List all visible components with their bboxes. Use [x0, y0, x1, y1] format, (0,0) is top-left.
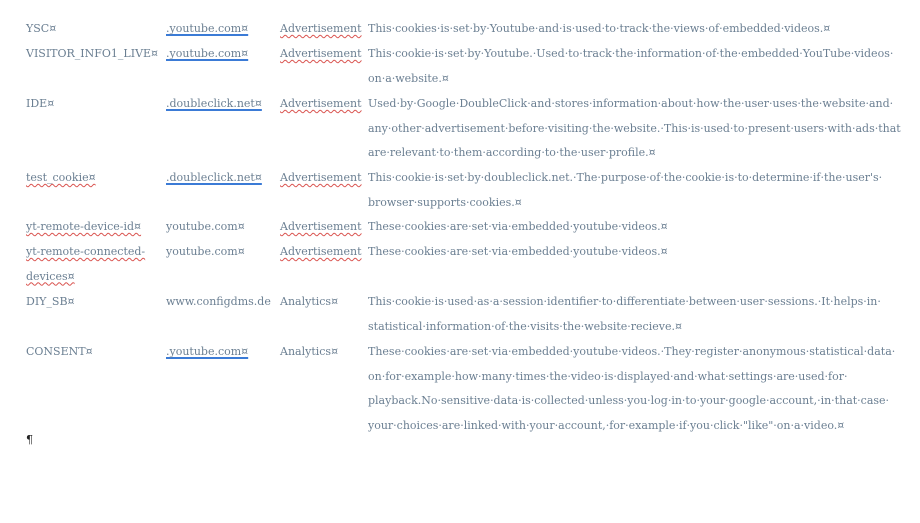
description-line: playback.No·sensitive·data·is·collected·unless·you·log·in·to·your·google·account,·in·that·case· [368, 394, 890, 407]
description-line: These·cookies·are·set·via·embedded·youtube·videos.·They·register·anonymous·statistical·data· [368, 345, 896, 358]
description-line: browser·supports·cookies.¤ [368, 195, 522, 209]
description-line: This·cookie·is·set·by·doubleclick.net.·The·purpose·of·the·cookie·is·to·determine·if·the·user's· [368, 171, 883, 184]
cookie-name: VISITOR_INFO1_LIVE¤ [26, 47, 159, 60]
description-line: on·a·website.¤ [368, 71, 449, 85]
description-line: These·cookies·are·set·via·embedded·youtube·videos.¤ [368, 245, 668, 258]
description-line: on·for·example·how·many·times·the·video·is·displayed·and·what·settings·are·used·for· [368, 369, 848, 383]
cookie-domain: .youtube.com¤ [166, 47, 249, 60]
cookie-description [368, 92, 920, 166]
cookie-name: DIY_SB¤ [26, 295, 75, 308]
cookie-description [368, 215, 920, 240]
cookie-name-line: yt-remote-connected- [26, 245, 146, 258]
cookie-domain: youtube.com¤ [166, 220, 245, 233]
cookie-description [368, 240, 920, 265]
cookie-domain: .youtube.com¤ [166, 345, 249, 358]
cookie-type: Advertisement [280, 47, 362, 60]
description-line: are·relevant·to·them·according·to·the·user·profile.¤ [368, 146, 656, 159]
description-line: Used·by·Google·DoubleClick·and·stores·information·about·how·the·user·uses·the·website·and· [368, 97, 894, 110]
cookie-type: Advertisement [280, 22, 362, 35]
cookie-name: test_cookie¤ [26, 171, 96, 184]
cookie-domain: .doubleclick.net¤ [166, 97, 262, 110]
description-line: This·cookie·is·set·by·Youtube.·Used·to·track·the·information·of·the·embedded·YouTube·videos· [368, 47, 894, 60]
cookie-name: YSC¤ [26, 22, 57, 35]
cookie-type: Advertisement [280, 171, 362, 184]
cookie-type: Advertisement [280, 97, 362, 110]
cookie-type: Analytics¤ [280, 295, 339, 308]
cookie-description [368, 340, 920, 438]
cookie-description [368, 166, 920, 215]
cookie-name: IDE¤ [26, 97, 55, 110]
cookie-domain: www.configdms.de [166, 295, 271, 308]
description-line: This·cookie·is·used·as·a·session·identifier·to·differentiate·between·user·sessions.·It·helps·in· [368, 295, 881, 308]
cookie-domain: youtube.com¤ [166, 245, 245, 258]
description-line: any·other·advertisement·before·visiting·the·website.·This·is·used·to·present·users·with·ads·that [368, 121, 901, 135]
description-line: your·choices·are·linked·with·your·account,·for·example·if·you·click·"like"·on·a·video.¤ [368, 418, 845, 432]
cookie-domain: .youtube.com¤ [166, 22, 249, 35]
cookie-type: Advertisement [280, 220, 362, 233]
cookie-type: Analytics¤ [280, 345, 339, 358]
cookie-description [368, 42, 920, 91]
cookie-name-line: devices¤ [26, 269, 75, 283]
cookie-name: CONSENT¤ [26, 345, 93, 358]
cookie-name [26, 240, 164, 289]
cookie-domain: .doubleclick.net¤ [166, 171, 262, 184]
cookie-description [368, 17, 920, 42]
cookie-type: Advertisement [280, 245, 362, 258]
description-line: statistical·information·of·the·visits·the·website·recieve.¤ [368, 319, 682, 333]
description-line: These·cookies·are·set·via·embedded·youtube·videos.¤ [368, 220, 668, 233]
cookie-name: yt-remote-device-id¤ [26, 220, 142, 233]
cookie-description [368, 290, 920, 339]
description-line: This·cookies·is·set·by·Youtube·and·is·used·to·track·the·views·of·embedded·videos.¤ [368, 22, 831, 35]
paragraph-mark: ¶ [26, 433, 33, 446]
